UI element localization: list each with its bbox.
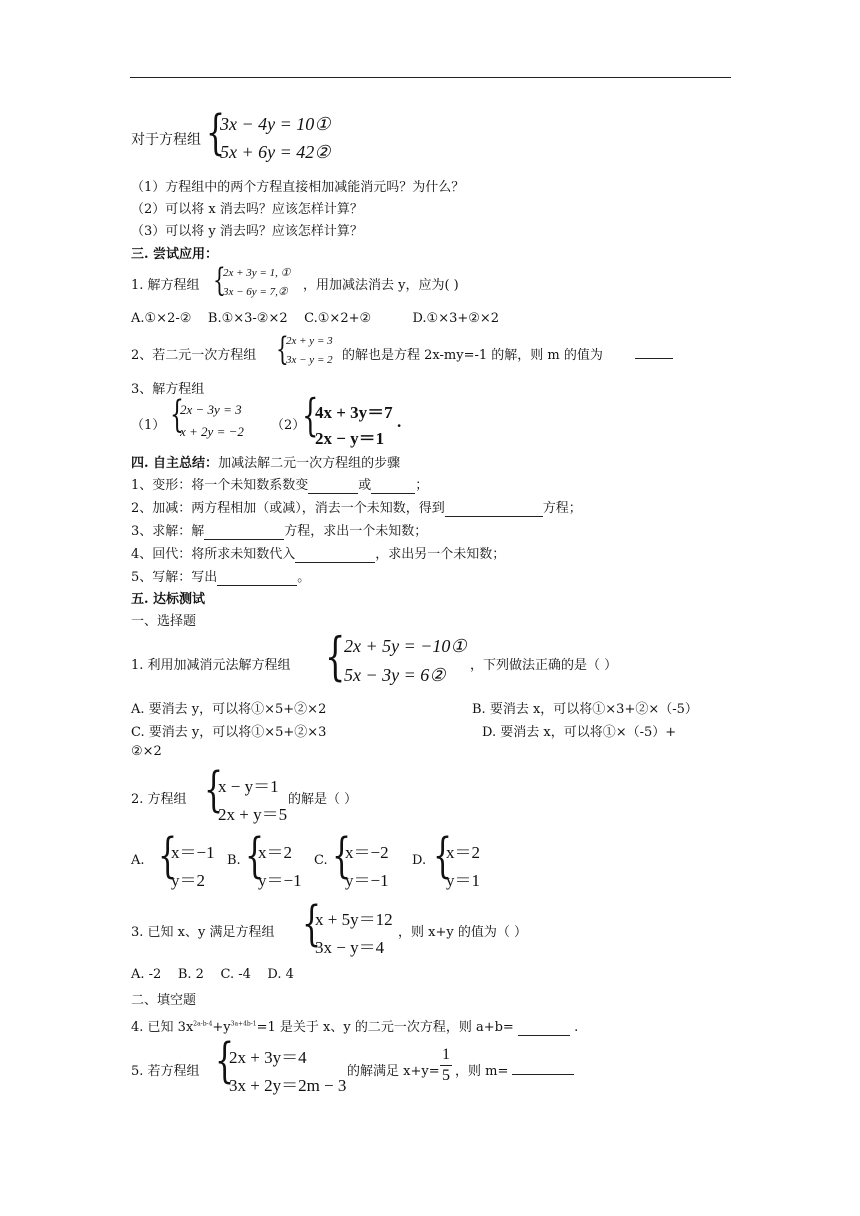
s4-line5 [131,566,310,586]
answer-blank [204,524,284,540]
s3-p3b-label: （2） [271,418,306,433]
s3-p3a-eq1: 2x − 3y = 3 [180,402,242,417]
s3-p1-eq2: 3x − 6y = 7,② [223,286,288,298]
s5-sub1: 一、选择题 [131,614,197,629]
s4-line3-text: 3、求解：解 [131,524,205,539]
s5-q1-tail: ，下列做法正确的是（ ） [470,658,618,673]
s5-q1-optD: D. 要消去 x，可以将①×（-5）+ [482,725,677,740]
s5-q5-mid: 的解满足 x+y= [347,1064,440,1079]
brace: { [302,391,319,443]
s3-p3b-tail: . [397,412,402,431]
brace: { [213,260,226,300]
brace: { [170,394,184,438]
q2-opt-D-eq1: x＝2 [446,843,480,862]
s5-q1-optA: A. 要消去 y，可以将①×5+②×2 [131,702,327,717]
s3-p3b-eq2: 2x − y＝1 [315,429,385,448]
s5-q1-optC: C. 要消去 y，可以将①×5+②×3 [131,725,327,740]
s5-q5-eq1: 2x + 3y＝4 [229,1048,307,1067]
s3-p3a-label: （1） [131,418,166,433]
s5-q2-lead: 2. 方程组 [131,792,187,807]
q2-opt-B-eq1: x＝2 [258,843,292,862]
s5-q4-text2: =1 是关于 x、y 的二元一次方程，则 a+b= [256,1020,514,1035]
s4-line1-text: 1、变形：将一个未知数系数变 [131,478,309,493]
s3-p1-lead: 1. 解方程组 [131,278,200,293]
answer-blank [295,547,375,563]
fraction-bar [440,1065,452,1066]
section4-heading-row [131,452,400,471]
answer-blank [308,478,358,494]
s5-q5-tail: ，则 m= [455,1064,509,1079]
s4-line5-text: 5、写解：写出 [131,570,218,585]
header-rule [130,77,731,78]
s5-q3-options: A. -2 B. 2 C. -4 D. 4 [131,967,294,982]
s3-p1-tail: ，用加减法消去 y，应为( ) [303,278,459,293]
s5-q1-optD-cont: ②×2 [131,744,162,759]
s5-q4-end: . [574,1020,579,1035]
brace: { [204,762,224,819]
brace: { [302,896,322,953]
s5-q4-plus: +y [212,1020,231,1035]
intro-lead: 对于方程组 [131,132,201,148]
brace: { [158,828,178,885]
s4-line4-text: 4、回代：将所求未知数代入 [131,547,296,562]
s5-q4 [131,1016,578,1036]
s5-q3-eq1: x + 5y＝12 [315,910,393,929]
brace: { [276,329,289,369]
s5-q2-tail: 的解是（ ） [288,792,358,807]
s4-line3-end: 方程，求出一个未知数； [284,524,428,539]
fraction-denominator: 5 [442,1067,450,1084]
intro-eq1: 3x − 4y = 10① [220,114,331,134]
section4-heading: 四. 自主总结： [131,456,219,471]
s5-q3-tail: ，则 x+y 的值为（ ） [398,925,527,940]
s5-q1-eq2: 5x − 3y = 6② [344,665,446,685]
brace: { [206,105,226,162]
section3-heading: 三. 尝试应用： [131,247,219,262]
intro-eq2: 5x + 6y = 42② [220,142,331,162]
answer-blank [445,501,543,517]
s4-line5-end: 。 [297,570,311,585]
q2-opt-D-eq2: y＝1 [446,871,480,890]
s5-q2-eq1: x − y＝1 [218,777,279,796]
answer-blank [518,1020,570,1036]
s5-q2-eq2: 2x + y＝5 [218,805,288,824]
q2-opt-A-label: A. [131,853,145,868]
q2-opt-C-eq1: x＝−2 [345,843,389,862]
s3-p3: 3、解方程组 [131,382,205,397]
s4-line4-end: ，求出另一个未知数； [375,547,506,562]
s5-q5-eq2: 3x + 2y＝2m − 3 [229,1076,347,1095]
s4-line2 [131,497,582,517]
q2-opt-A-eq2: y＝2 [171,871,205,890]
s5-q4-exp1: 2a-b-4 [193,1020,213,1028]
intro-q2: （2）可以将 x 消去吗？应该怎样计算？ [131,202,363,217]
s4-line1-or: 或 [358,478,372,493]
s4-line4 [131,543,505,563]
s4-line1 [131,474,428,494]
answer-blank [512,1060,574,1075]
section5-heading: 五. 达标测试 [131,592,206,607]
s5-q1-lead: 1. 利用加减消元法解方程组 [131,658,291,673]
s3-p3b-eq1: 4x + 3y＝7 [315,403,393,422]
brace: { [325,626,346,687]
s4-line3 [131,520,427,540]
s4-line2-text: 2、加减：两方程相加（或减），消去一个未知数，得到 [131,501,445,516]
intro-q3: （3）可以将 y 消去吗？应该怎样计算？ [131,224,363,239]
brace: { [245,828,265,885]
brace: { [332,828,352,885]
s3-p2-tail: 的解也是方程 2x-my=-1 的解，则 m 的值为 [342,348,603,363]
section4-heading-tail: 加减法解二元一次方程组的步骤 [218,456,401,471]
answer-blank [371,478,415,494]
s3-p1-eq1: 2x + 3y = 1, ① [223,267,291,279]
s3-p3a-eq2: x + 2y = −2 [180,424,244,439]
s5-sub2: 二、填空题 [131,993,197,1008]
fraction-one-fifth [440,1046,452,1085]
q2-opt-C-label: C. [314,853,328,868]
s5-q5-lead: 5. 若方程组 [131,1064,200,1079]
answer-blank [635,343,673,359]
q2-opt-B-label: B. [227,853,241,868]
s3-p2-eq2: 3x − y = 2 [286,354,333,366]
q2-opt-A-eq1: x＝−1 [171,843,215,862]
s5-q3-eq2: 3x − y＝4 [315,938,385,957]
s5-q3-lead: 3. 已知 x、y 满足方程组 [131,925,275,940]
s5-q4-exp2: 3a+4b-1 [230,1020,257,1028]
q2-opt-D-label: D. [412,853,427,868]
s5-q1-eq1: 2x + 5y = −10① [344,636,467,656]
s4-line2-end: 方程； [542,501,582,516]
s3-p2-eq1: 2x + y = 3 [286,335,333,347]
answer-blank [217,570,297,586]
q2-opt-B-eq2: y＝−1 [258,871,302,890]
brace: { [433,828,453,885]
s3-p1-options: A.①×2-② B.①×3-②×2 C.①×2+② D.①×3+②×2 [131,311,500,326]
brace: { [215,1033,235,1090]
s4-line1-end: ； [415,478,429,493]
s5-q1-optB: B. 要消去 x，可以将①×3+②×（-5） [472,702,698,717]
q2-opt-C-eq2: y＝−1 [345,871,389,890]
intro-q1: （1）方程组中的两个方程直接相加减能消元吗？为什么？ [131,180,465,195]
s5-q4-text: 4. 已知 3x [131,1020,194,1035]
s3-p2-lead: 2、若二元一次方程组 [131,348,257,363]
fraction-numerator: 1 [442,1046,450,1063]
